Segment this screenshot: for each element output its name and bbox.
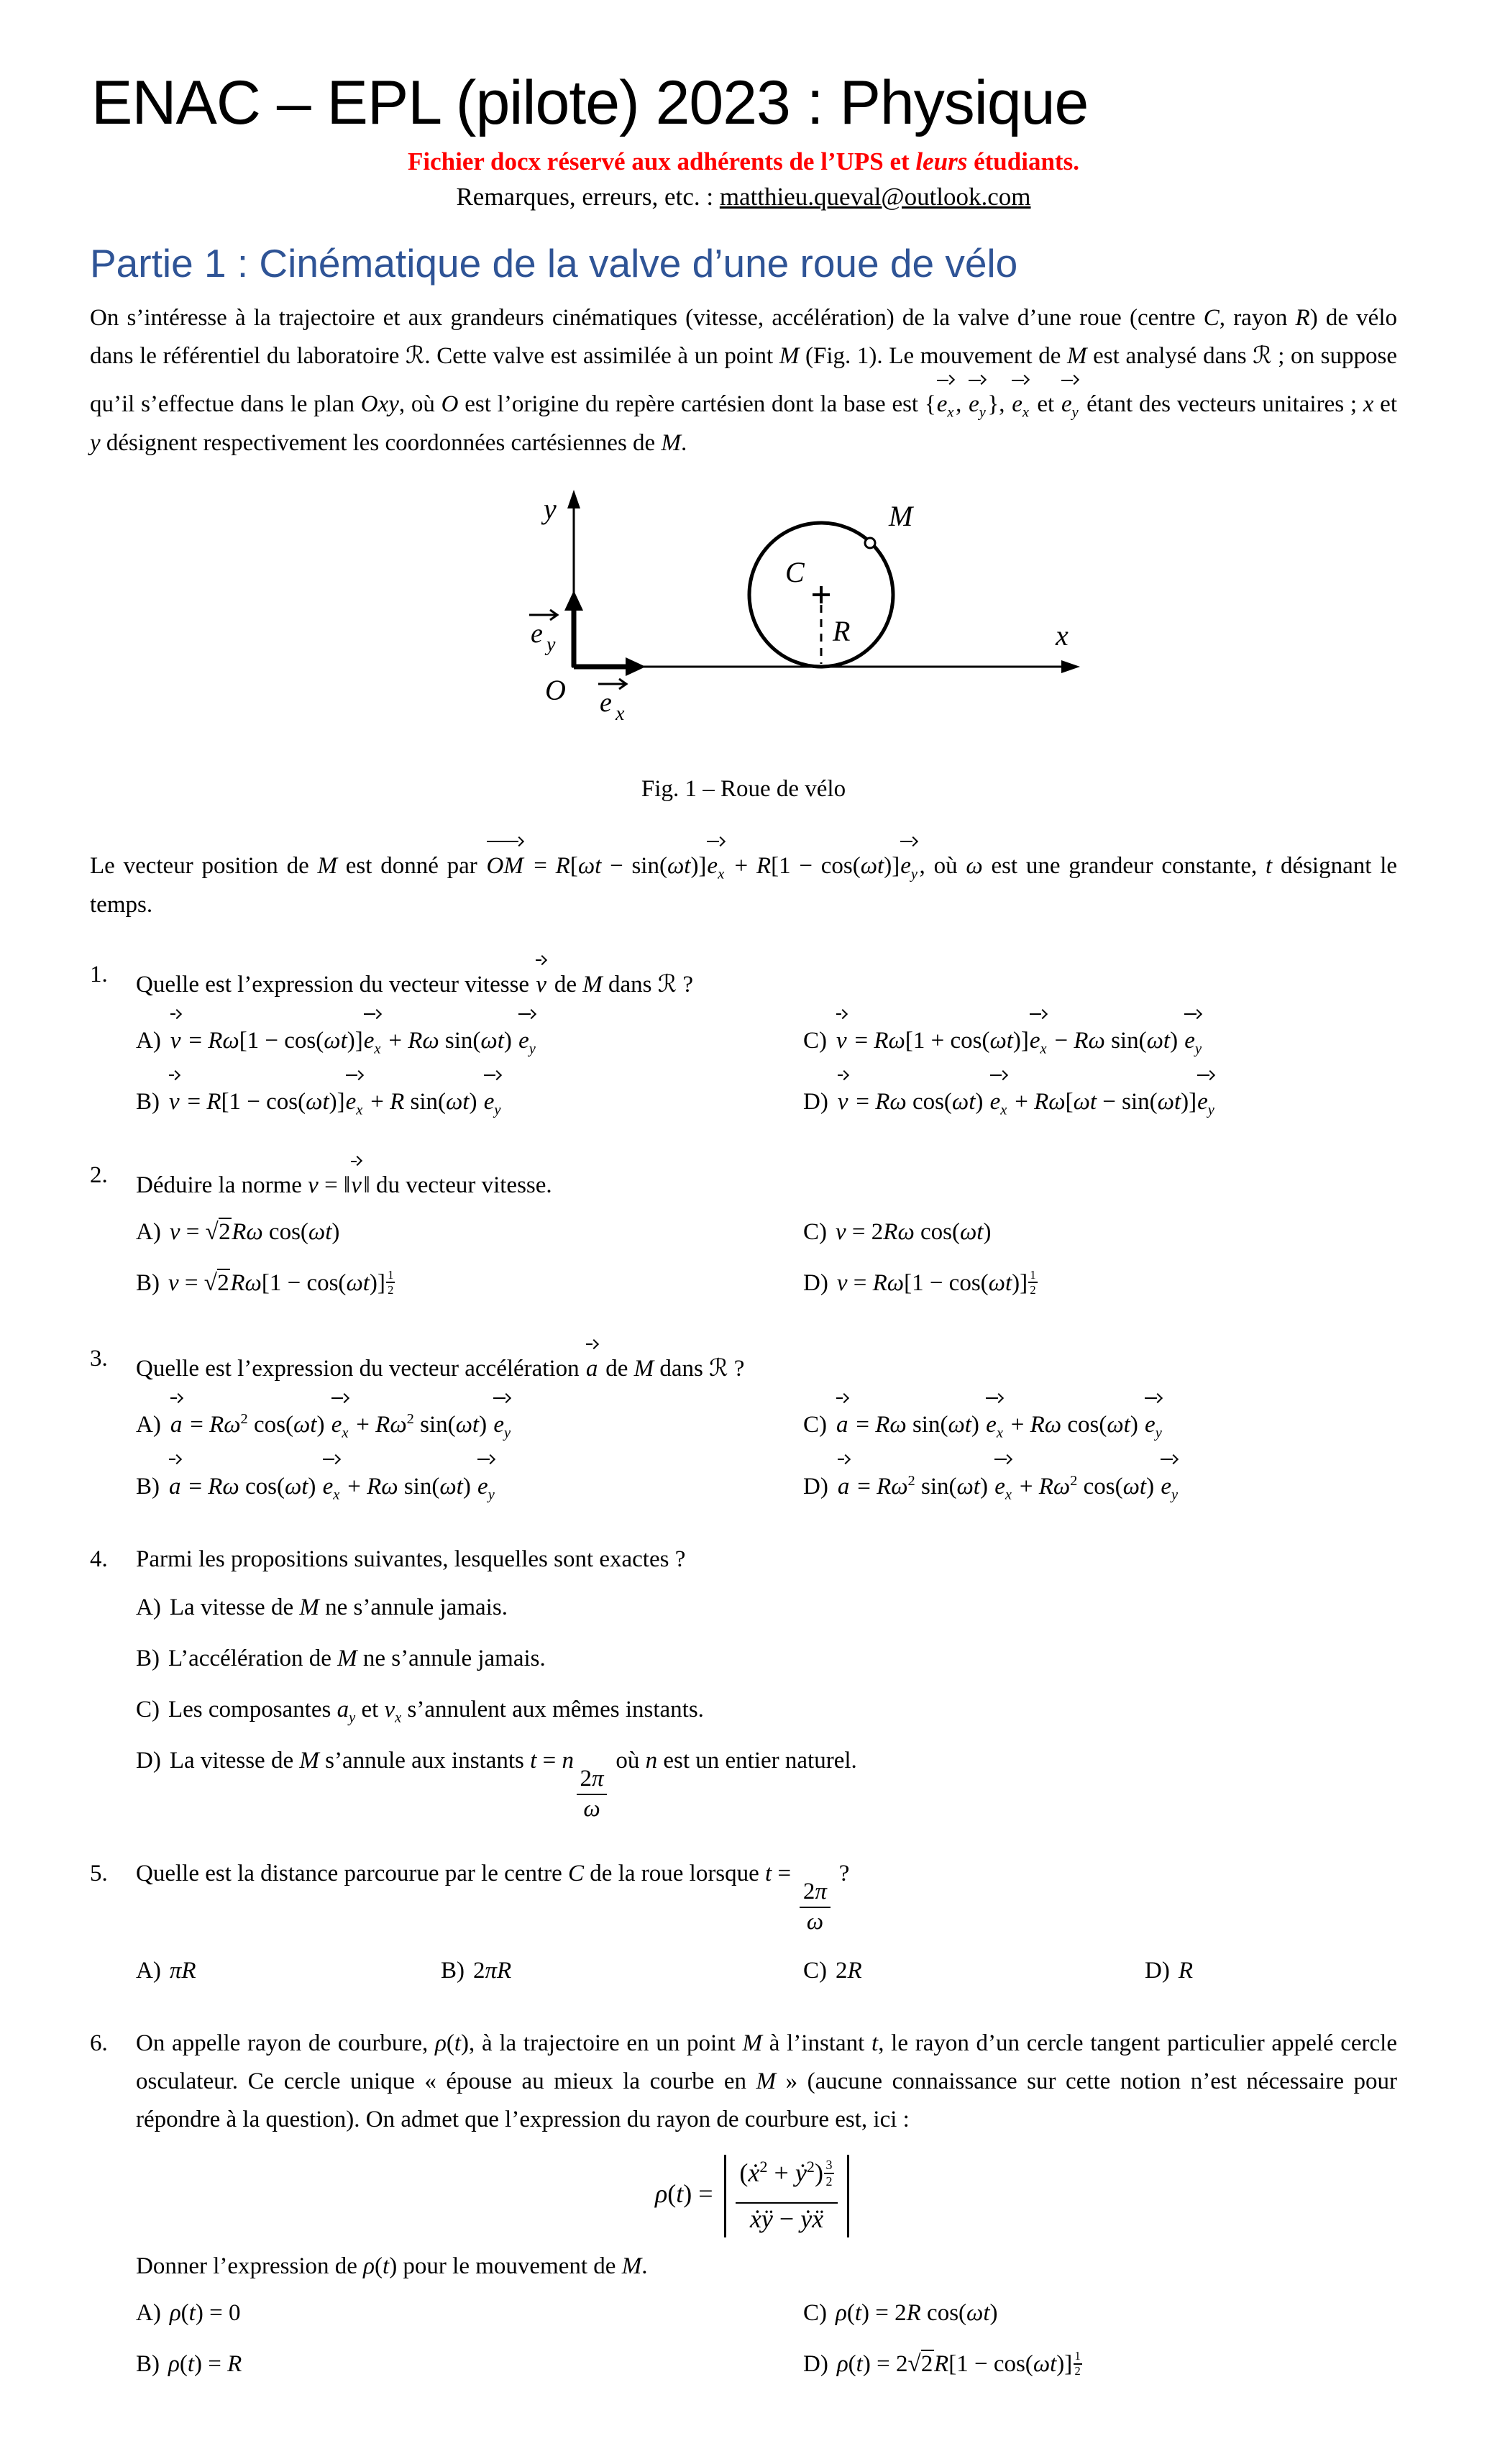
option-formula: ρ(t) = 2R cos(ωt) <box>836 2299 998 2326</box>
restricted-notice: Fichier docx réservé aux adhérents de l’UPS et leurs étudiants. <box>408 147 1079 175</box>
option-2C <box>803 1210 1397 1254</box>
question-stem: Déduire la norme v = ‖v‖ du vecteur vitesse. <box>136 1156 1397 1205</box>
x-axis-arrowhead <box>1061 660 1080 673</box>
option-3C <box>803 1394 1397 1448</box>
option-5B <box>441 1949 803 1993</box>
option-1B <box>136 1071 803 1125</box>
option-label: D) <box>136 1748 161 1774</box>
intro-paragraph: On s’intéresse à la trajectoire et aux grandeurs cinématiques (vitesse, accélération) de la valve d’une roue (centre C, rayon R) de vélo dans le référentiel du laboratoire ℛ. Cette valve est assimilée à un point M (Fig. 1). Le mouvement de M est analysé dans ℛ ; on suppose qu’il s’effectue dans le plan Oxy, où O est l’origine du repère cartésien dont la base est {$e_x$, $e_y$}, $e_x$ et $e_y$ étant des vecteurs unitaires ; x et y désignent respectivement les coordonnées cartésiennes de M. <box>90 305 1397 457</box>
option-formula: R <box>1178 1958 1193 1984</box>
question-prompt: Donner l’expression de ρ(t) pour le mouvement de M. <box>136 2253 648 2279</box>
option-label: A) <box>136 1412 161 1438</box>
option-formula: $v = R\omega[1 + \cos(\omega t)]e_x - R\omega$ sin(ωt) $e_y$ <box>836 1028 1204 1054</box>
figure-caption: Fig. 1 – Roue de vélo <box>641 775 846 802</box>
y-axis-arrowhead <box>567 490 580 508</box>
question-stem: On appelle rayon de courbure, ρ(t), à la trajectoire en un point M à l’instant t, le rayon d’un cercle tangent particulier appelé cercle osculateur. Ce cercle unique « épouse au mieux la courbe en M » (aucune connaissance sur cette notion n’est nécessaire pour répondre à la question). On admet que l’expression du rayon de courbure est, ici : <box>136 2030 1397 2132</box>
option-6D <box>803 2342 1397 2389</box>
option-formula: 2R <box>836 1958 862 1984</box>
question-2 <box>90 1156 1397 1308</box>
ex-vector-subscript: x <box>616 702 625 725</box>
center-label: C <box>785 555 805 588</box>
option-4B <box>136 1637 1397 1681</box>
option-text: Les composantes $a_y$ et $v_x$ s’annulent aux mêmes instants. <box>168 1696 704 1726</box>
option-label: D) <box>803 1269 828 1296</box>
question-stem: Parmi les propositions suivantes, lesquelles sont exactes ? <box>136 1546 686 1573</box>
option-formula: v = Rω cos(ωt) $e_x + R\omega[\omega t - \sin(\omega t)]e_y$ <box>837 1089 1217 1115</box>
question-stem: Quelle est l’expression du vecteur vitesse v de M dans ℛ ? <box>136 956 1397 1004</box>
curvature-radius-formula: ρ(t) = (ẋ$^2$ + ẏ$^2$) $^{\frac{3}{2}}$ ẋÿ − ẏẍ <box>136 2155 1368 2237</box>
ex-unit-vector-arrowhead <box>626 657 646 676</box>
option-label: A) <box>136 1594 161 1620</box>
option-3B <box>136 1455 803 1509</box>
option-5C <box>803 1949 1145 1993</box>
option-label: A) <box>136 1958 161 1984</box>
option-5A <box>136 1949 441 1993</box>
option-1D <box>803 1071 1397 1125</box>
ey-unit-vector-arrowhead <box>564 590 583 611</box>
question-number: 3. <box>90 1345 108 1372</box>
question-number: 2. <box>90 1162 108 1188</box>
origin-label: O <box>545 673 566 706</box>
position-vector-paragraph: Le vecteur position de M est donné par OM = $R[\omega t - \sin(\omega t)]e_x + R[1 - \cos(\omega t)]e_y$, où ω est une grandeur constante, t désignant le temps. <box>90 837 1397 924</box>
option-label: B) <box>136 1473 160 1500</box>
option-label: D) <box>803 2350 828 2377</box>
option-formula: $v = R[1 - \cos(\omega t)]e_x + R$ sin(ωt) $e_y$ <box>168 1089 503 1115</box>
part1-heading: Partie 1 : Cinématique de la valve d’une roue de vélo <box>90 241 1018 286</box>
option-3A <box>136 1394 803 1448</box>
figure-1 <box>90 481 1397 808</box>
option-formula: ρ(t) = 0 <box>169 2299 241 2326</box>
contact-prefix: Remarques, erreurs, etc. : <box>456 182 720 211</box>
ey-vector-subscript: y <box>546 633 556 656</box>
option-3D <box>803 1455 1397 1509</box>
option-2A <box>136 1210 803 1254</box>
contact-line <box>90 180 1397 214</box>
option-5D <box>1145 1949 1397 1993</box>
option-text: La vitesse de M s’annule aux instants t = n $\frac{2\pi}{\omega}$ où n est un entier naturel. <box>169 1748 857 1822</box>
contact-email-link[interactable]: matthieu.queval@outlook.com <box>719 182 1031 211</box>
option-label: A) <box>136 1028 161 1054</box>
question-number: 6. <box>90 2030 108 2057</box>
question-3 <box>90 1340 1397 1509</box>
question-4 <box>90 1541 1397 1823</box>
page-title: ENAC – EPL (pilote) 2023 : Physique <box>91 68 1089 137</box>
y-axis-label: y <box>544 492 557 525</box>
option-formula: ρ(t) = R <box>168 2350 242 2377</box>
option-label: A) <box>136 2299 161 2326</box>
question-5 <box>90 1855 1397 1993</box>
option-6C <box>803 2291 1397 2335</box>
question-6 <box>90 2025 1397 2389</box>
x-axis-label: x <box>1056 619 1069 652</box>
option-label: C) <box>803 1218 827 1245</box>
point-m-marker <box>865 538 875 548</box>
option-formula: v = 2Rω cos(ωt) <box>836 1218 992 1245</box>
wheel-diagram <box>489 481 1093 746</box>
option-label: C) <box>803 1958 827 1984</box>
center-cross <box>813 586 830 603</box>
option-formula: v = Rω[1 − cos(ωt)] $^{\frac{1}{2}}$ <box>836 1267 1036 1297</box>
option-formula: $a = R\omega^2$ cos(ωt) $e_x + R\omega^2$ sin(ωt) $e_y$ <box>170 1412 513 1438</box>
question-number: 1. <box>90 961 108 987</box>
option-label: C) <box>803 2299 827 2326</box>
option-4A <box>136 1586 1397 1630</box>
radius-label: R <box>833 614 851 647</box>
option-label: A) <box>136 1218 161 1245</box>
question-stem: Quelle est l’expression du vecteur accélération a de M dans ℛ ? <box>136 1340 1397 1388</box>
option-label: B) <box>136 1269 160 1296</box>
option-2B <box>136 1261 803 1308</box>
option-formula: ρ(t) = 2√2R[1 − cos(ωt)] $^{\frac{1}{2}}$ <box>836 2349 1081 2378</box>
ey-vector-label: e <box>531 618 543 649</box>
option-formula: a = Rω sin(ωt) $e_x + R\omega$ cos(ωt) $e_y$ <box>836 1412 1163 1438</box>
option-formula: a = Rω cos(ωt) $e_x + R\omega$ sin(ωt) $e_y$ <box>168 1474 496 1500</box>
question-list <box>90 956 1397 2389</box>
option-label: B) <box>441 1958 465 1984</box>
option-formula: v = √2Rω[1 − cos(ωt)] $^{\frac{1}{2}}$ <box>168 1267 394 1297</box>
option-formula: $a = R\omega^2$ sin(ωt) $e_x + R\omega^2$ cos(ωt) $e_y$ <box>837 1474 1180 1500</box>
option-1A <box>136 1009 803 1063</box>
option-formula: πR <box>169 1958 196 1984</box>
option-label: D) <box>1145 1958 1170 1984</box>
option-label: C) <box>136 1696 160 1722</box>
ex-vector-label: e <box>600 687 612 718</box>
option-6A <box>136 2291 803 2335</box>
option-text: La vitesse de M ne s’annule jamais. <box>169 1594 508 1620</box>
question-number: 4. <box>90 1546 108 1573</box>
point-m-label: M <box>889 499 913 532</box>
option-label: B) <box>136 1089 160 1115</box>
option-text: L’accélération de M ne s’annule jamais. <box>168 1645 546 1671</box>
option-2D <box>803 1261 1397 1308</box>
option-4C <box>136 1688 1397 1732</box>
option-label: B) <box>136 2350 160 2377</box>
option-6B <box>136 2342 803 2389</box>
option-label: C) <box>803 1412 827 1438</box>
option-1C <box>803 1009 1397 1063</box>
option-formula: 2πR <box>473 1958 512 1984</box>
option-label: D) <box>803 1089 828 1115</box>
option-label: B) <box>136 1645 160 1671</box>
option-4D <box>136 1739 1397 1823</box>
question-number: 5. <box>90 1861 108 1887</box>
option-formula: $v = R\omega[1 - \cos(\omega t)]e_x + R\omega$ sin(ωt) $e_y$ <box>170 1028 538 1054</box>
option-label: D) <box>803 1473 828 1500</box>
option-formula: v = √2Rω cos(ωt) <box>169 1218 340 1245</box>
option-label: C) <box>803 1028 827 1054</box>
question-stem: Quelle est la distance parcourue par le centre C de la roue lorsque t = $\frac{2\pi}{\omega}$ ? <box>136 1861 850 1935</box>
question-1 <box>90 956 1397 1125</box>
